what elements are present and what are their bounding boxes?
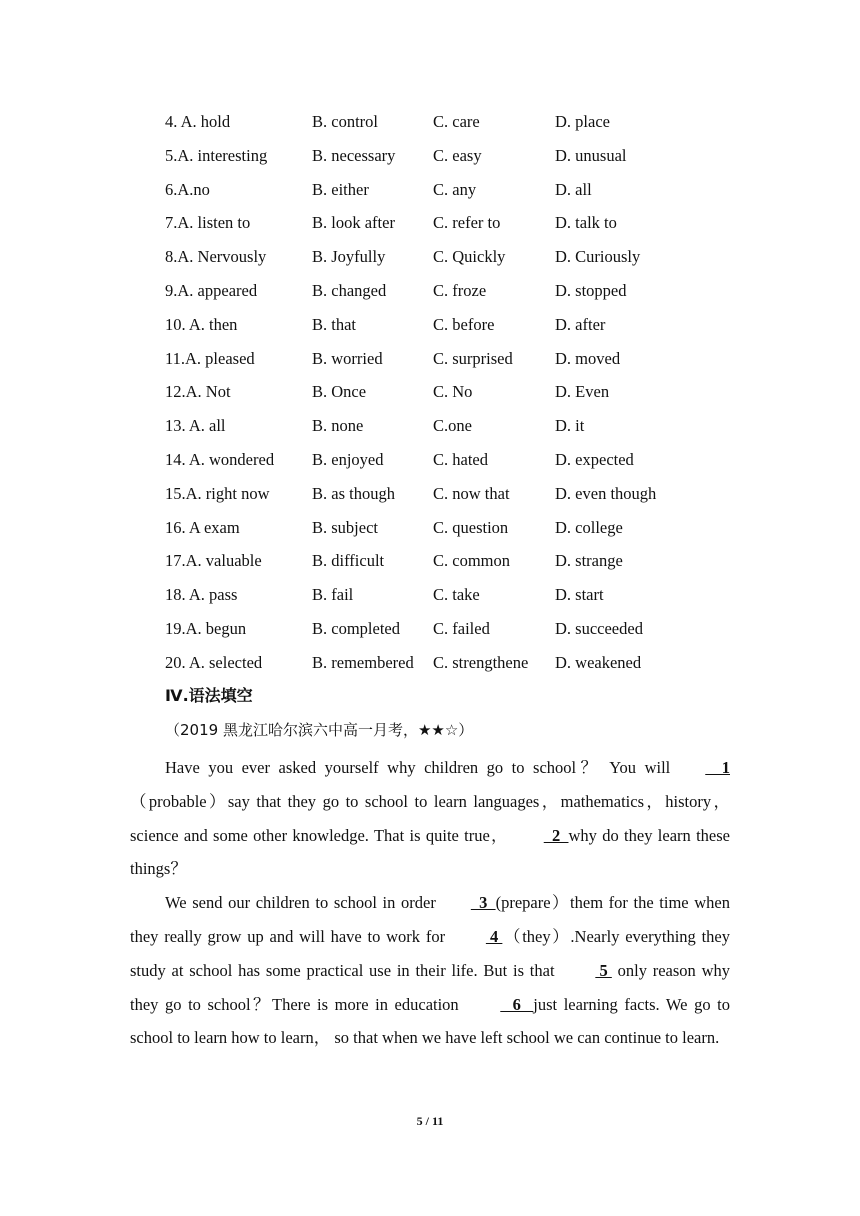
option-b: B. Joyfully: [312, 247, 386, 267]
option-row: [165, 279, 725, 313]
option-a: 18. A. pass: [165, 585, 238, 605]
option-c: C. surprised: [433, 348, 513, 368]
option-c: C. common: [433, 551, 510, 571]
option-c: C.one: [433, 416, 472, 436]
option-b: B. difficult: [312, 551, 385, 571]
option-b: B. completed: [312, 618, 400, 638]
option-c: C. No: [433, 382, 473, 402]
option-b: B. as though: [312, 483, 395, 503]
paragraph-1: [130, 751, 730, 886]
passage-text: （they）.Nearly everything they study at school has some practical use in their life. But is that: [130, 926, 730, 980]
section-source: （2019 黑龙江哈尔滨六中高一月考，★★☆）: [165, 721, 474, 739]
option-d: D. unusual: [555, 145, 627, 165]
option-row: [165, 583, 725, 617]
option-c: C. Quickly: [433, 247, 506, 267]
option-b: B. changed: [312, 280, 387, 300]
option-c: C. take: [433, 585, 480, 605]
option-b: B. Once: [312, 382, 367, 402]
option-d: D. even though: [555, 483, 657, 503]
option-b: B. necessary: [312, 145, 396, 165]
blank-3: 3: [470, 893, 496, 913]
option-c: C. froze: [433, 280, 487, 300]
option-a: 15.A. right now: [165, 483, 270, 503]
grammar-passage: [130, 751, 730, 1055]
option-c: C. any: [433, 179, 477, 199]
option-a: 12.A. Not: [165, 382, 231, 402]
option-d: D. college: [555, 517, 623, 537]
option-d: D. succeeded: [555, 618, 643, 638]
option-d: D. expected: [555, 449, 634, 469]
option-row: [165, 516, 725, 550]
option-row: [165, 651, 725, 685]
option-b: B. either: [312, 179, 369, 199]
option-b: B. that: [312, 314, 356, 334]
passage-text: why do they learn these things？: [130, 825, 730, 879]
option-d: D. after: [555, 314, 606, 334]
option-d: D. moved: [555, 348, 621, 368]
option-a: 17.A. valuable: [165, 551, 262, 571]
option-c: C. question: [433, 517, 509, 537]
option-c: C. strengthene: [433, 652, 529, 672]
option-row: [165, 549, 725, 583]
option-b: B. enjoyed: [312, 449, 384, 469]
passage-text: Have you ever asked yourself why children go to school？ You will: [165, 758, 671, 777]
option-row: [165, 144, 725, 178]
option-a: 6.A.no: [165, 179, 210, 199]
option-b: B. remembered: [312, 652, 414, 672]
passage-text: We send our children to school in order: [165, 893, 436, 913]
option-c: C. care: [433, 112, 480, 131]
option-c: C. refer to: [433, 213, 501, 233]
option-a: 7.A. listen to: [165, 213, 251, 233]
option-row: [165, 347, 725, 381]
option-a: 19.A. begun: [165, 618, 247, 638]
passage-text: only reason why they go to school？There is more in education: [130, 960, 730, 1014]
option-d: D. strange: [555, 551, 623, 571]
option-row: [165, 617, 725, 651]
option-d: D. start: [555, 585, 604, 605]
option-row: [165, 380, 725, 414]
passage-text: (prepare）them for the time when they really grow up and will have to work for: [130, 893, 730, 946]
option-b: B. control: [312, 112, 378, 131]
passage-text: just learning facts. We go to school to learn how to learn， so that when we have left school we can continue to learn.: [130, 994, 730, 1048]
option-d: D. all: [555, 179, 592, 199]
paragraph-2: [130, 886, 730, 1055]
blank-1: 1: [705, 758, 730, 777]
option-c: C. failed: [433, 618, 490, 638]
option-a: 9.A. appeared: [165, 280, 258, 300]
option-a: 11.A. pleased: [165, 348, 255, 368]
option-row: [165, 178, 725, 212]
option-c: C. before: [433, 314, 495, 334]
blank-5: 5: [595, 960, 612, 980]
blank-4: 4: [485, 926, 503, 946]
option-row: [165, 482, 725, 516]
blank-6: 6: [500, 994, 534, 1014]
option-row: [165, 245, 725, 279]
option-a: 20. A. selected: [165, 652, 263, 672]
option-d: D. weakened: [555, 652, 642, 672]
option-a: 16. A exam: [165, 517, 240, 537]
option-a: 14. A. wondered: [165, 449, 275, 469]
blank-2: 2: [543, 825, 569, 845]
option-b: B. look after: [312, 213, 395, 233]
option-b: B. worried: [312, 348, 383, 368]
option-a: 5.A. interesting: [165, 145, 268, 165]
passage-text: （probable）say that they go to school to learn languages，mathematics，history，science and some other knowledge. That is quite true，: [130, 791, 730, 845]
option-d: D. Even: [555, 382, 610, 402]
option-d: D. stopped: [555, 280, 627, 300]
page-number: 5 / 11: [416, 1114, 444, 1128]
option-c: C. easy: [433, 145, 482, 165]
option-b: B. fail: [312, 585, 354, 605]
option-c: C. hated: [433, 449, 488, 469]
section-title: Ⅳ.语法填空: [165, 686, 253, 705]
option-b: B. subject: [312, 517, 378, 537]
option-row: [165, 448, 725, 482]
option-a: 10. A. then: [165, 314, 238, 334]
option-d: D. Curiously: [555, 247, 641, 267]
option-a: 4. A. hold: [165, 112, 231, 131]
option-d: D. it: [555, 416, 585, 436]
option-row: [165, 211, 725, 245]
option-row: [165, 313, 725, 347]
option-a: 8.A. Nervously: [165, 247, 267, 267]
option-row: [165, 110, 725, 144]
option-c: C. now that: [433, 483, 510, 503]
option-b: B. none: [312, 416, 364, 436]
option-d: D. place: [555, 112, 610, 131]
options-list: [165, 110, 725, 685]
option-a: 13. A. all: [165, 416, 226, 436]
option-d: D. talk to: [555, 213, 617, 233]
option-row: [165, 414, 725, 448]
